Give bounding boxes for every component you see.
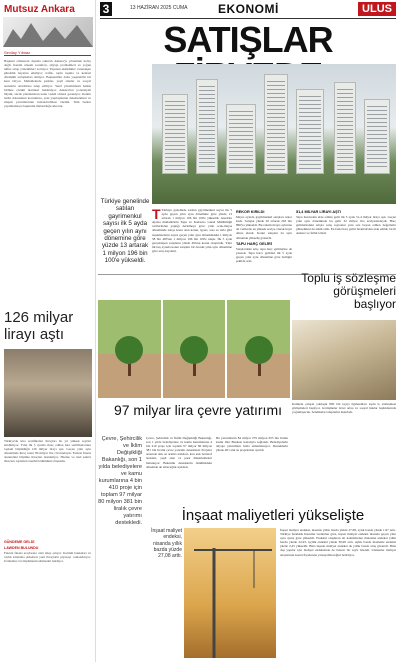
insaat-teaser: İnşaat maliyet endeksi, nisanda yıllık bazda yüzde 27,08 arttı. bbox=[151, 528, 182, 560]
column-illustration bbox=[3, 17, 93, 47]
building bbox=[334, 82, 356, 174]
main-headline: SATIŞLAR bbox=[163, 19, 333, 60]
skyline-icon bbox=[3, 17, 93, 47]
page-header bbox=[100, 2, 396, 16]
cevre-text: Çevre, Şehircilik ve İklim Değişikliği Bakanlığı, son 1 yılda belediyelere ve kamu kurumlarına 4 bin 410 proje için toplam 97 milyar 80 milyon 381 bin liralık çevre yatırımı destekledi. Projeler arasında atık su arıtma tesisleri, katı atık bertaraf tesisleri, yeşil alan ve park düzenlemeleri bulunuyor. Bakanlık desteklerin önümüzdeki dönemde de süreceğini açıkladı. bbox=[146, 436, 212, 469]
column-author: Sevilay Yılmaz bbox=[4, 50, 91, 56]
insaat-text: İnşaat maliyet endeksi, nisanda yıllık bazda yüzde 27,08, aylık bazda yüzde 1,97 arttı. Türkiye İstatistik Kurumu verilerine göre, inşaat maliyet endeksi nisanda geçen yılın aynı ayına göre yükseldi. Endeksi oluşturan alt kalemlerden malzeme endeksi yıllık bazda yüzde 22,93, işçilik endeksi yüzde 36,99 arttı. Aylık bazda malzeme endeksi yüzde 2,45 yükseldi. Bina inşaatı maliyet endeksi de yıllık bazda artış gösterdi. Bina dışı yapılar için maliyet endeksinde de benzer bir seyir izlendi. Uzmanlar maliyet artışlarının konut fiyatlarına yansıyabileceğini belirtiyor. bbox=[280, 528, 396, 557]
building bbox=[196, 79, 218, 174]
toplu-text: Kamuda çalışan yaklaşık 800 bin işçiyi ilgilendiren toplu iş sözleşmesi görüşmeleri başlıyor. Görüşmeler ücret artışı ve sosyal haklar başlıklarında yoğunlaşacak. Sendikalar taleplerini hazırladı. bbox=[292, 402, 396, 415]
left-column bbox=[0, 0, 96, 662]
insaat-headline: İnşaat maliyetleri yükselişte bbox=[181, 507, 365, 524]
city-photo bbox=[152, 64, 396, 204]
toplu-headline: Toplu iş sözleşme görüşmeleri başlıyor bbox=[301, 271, 396, 311]
left-story-headline: 126 milyar lirayı aştı bbox=[4, 309, 74, 343]
tree-photo bbox=[163, 300, 226, 398]
main-teaser: Türkiye genelinde satılan gayrimenkul sayısı ilk 5 ayda geçen yılın aynı dönemine göre yüzde 13 artarak 1 milyon 196 bin 100'e yükseldi. bbox=[100, 198, 150, 265]
subhead-milyar: 51,4 MİLYAR LİRAYI AŞTI bbox=[296, 210, 342, 214]
left-story-subhead: GÜNDEME GELDİ bbox=[4, 540, 35, 544]
left-story-text: Türkiye'de kira sertifikaları ihraçları bu yıl yüksek seyrini sürdürüyor. Yılın ilk 5 ayında ihraç edilen kira sertifikalarının toplam büyüklüğü 126 milyar lirayı aştı. Geçen yılın aynı döneminde ihraç tutarı 80 milyar lira civarındaydı. Faizsiz finans alanındaki büyüme ihraçları destekliyor. Hazine ve özel sektör ihraçları toplamın önemli bölümünü oluşturdu. bbox=[4, 439, 91, 464]
subhead-tapu: TAPU HARÇ GELİRİ bbox=[236, 241, 272, 246]
page-number: 3 bbox=[100, 2, 112, 16]
building bbox=[296, 89, 324, 174]
subhead-rekor: REKOR KIRILDI bbox=[236, 210, 265, 214]
left-story-text-2: Faizsiz finans araçlarına olan talep artıyor. Katılım bankaları ve varlık kiralama şirketleri yeni ihraçlarla piyasayı canlandırıyor. Uzmanlar, bu büyümenin sürmesini bekliyor. bbox=[4, 551, 91, 564]
tree-photo bbox=[98, 300, 161, 398]
issue-date: 13 HAZİRAN 2025 CUMA bbox=[130, 5, 188, 11]
cevre-headline: 97 milyar lira çevre yatırımı bbox=[113, 402, 283, 418]
column-title: Mutsuz Ankara bbox=[4, 4, 75, 15]
section-title: EKONOMİ bbox=[218, 2, 279, 16]
main-body-1: T Türkiye genelinde satılan gayrimenkul sayısı ilk 5 ayda geçen yılın aynı dönemine göre yüzde 13 artarak 1 milyon 196 bin 100'e yükseldi. Anadolu Ajansı muhabirinin Tapu ve Kadastro Genel Müdürlüğü verilerinden yaptığı derlemeye göre, yılın ocak-mayıs döneminde satışa konu olan konut, işyeri, arsa ve tarla gibi taşınmazların sayısı geçen yılın aynı dönemindeki 1 milyon 58 bin 485'ten 1 milyon 196 bin 100'e ulaştı. İlk 5 ayda gerçekleşen satışların yüzde 49'unu konut oluşturdu. Yılın ilk beş ayında konut satışları bir önceki yılın aynı dönemine göre artış kaydetti. bbox=[152, 208, 232, 253]
toplu-photo bbox=[292, 320, 396, 400]
column-text: Başkent olmasının dışında sıkıntılı Ankara'yı yönetmek kolay değil. Kentin ulaşım sorunları, altyapı problemleri ve yoğun nüfus artışı yönetimleri zorluyor. Yaşanan eksiklikler vatandaşın gündelik hayatını etkiliyor; trafik, toplu taşıma ve kentsel dönüşüm tartışmaları sürüyor. Başkentliler daha yaşanabilir bir kent istiyor. Mahallelerde parklar, yeşil alanlar ve sosyal tesislerin artırılması talep ediliyor. Yerel yönetimlerin halkla birlikte çözüm üretmesi bekleniyor. Ankara'nın potansiyeli büyük, ancak planlamanın uzun vadeli olması gerekiyor. Kentin tarihi dokusunun korunması, yeni yapılaşmanın denetlenmesi ve ulaşım yatırımlarının hızlandırılması önemli. Tüm bunlar yapılmadıkça başkentin mutsuzluğu sürecek. bbox=[4, 59, 91, 109]
drop-cap: T bbox=[152, 208, 161, 222]
building bbox=[162, 94, 188, 174]
newspaper-logo: ULUS bbox=[358, 2, 396, 16]
tree-photos bbox=[98, 300, 290, 398]
cevre-teaser: Çevre, Şehircilik ve İklim Değişikliği Bakanlığı, son 1 yılda belediyelere ve kamu kurumlarına 4 bin 410 proje için toplam 97 milyar 80 milyon 381 bin liralık çevre yatırımı destekledi. bbox=[98, 436, 142, 526]
main-body-3: 51,4 MİLYAR LİRAYI AŞTI Tapu harcından elde edilen gelir ilk 5 ayda 51,4 milyar lirayı aştı. Geçen yılın aynı döneminde bu gelir 32 milyar lira seviyesindeydi. Harç gelirlerindeki artışta satış sayısının yanı sıra beyan edilen değerlerin yükselmesi de etkili oldu. En fazla harç geliri İstanbul'dan elde edildi, bu ili Ankara ve İzmir izledi. bbox=[296, 210, 396, 236]
construction-photo bbox=[184, 528, 276, 658]
left-story-photo bbox=[4, 349, 92, 437]
crane-icon bbox=[184, 528, 276, 658]
tree-photo bbox=[227, 300, 290, 398]
building bbox=[264, 74, 288, 174]
building bbox=[364, 99, 390, 174]
main-body-2: REKOR KIRILDI Mayıs ayında gayrimenkul satışları rekor kırdı. Satışlar yüzde 20 artarak 263 bin 896'ya yükseldi. Bu rakam mayıs aylarına ait verilerde en yüksek seviye olarak kayıt altına alındı. Konut satışları da aynı dönemde yükseliş gösterdi. TAPU HARÇ GELİRİ Satışlardaki artış tapu harç gelirlerine de yansıdı. Tapu harcı gelirleri ilk 5 ayda geçen yılın aynı dönemine göre belirgin şekilde arttı. bbox=[236, 210, 292, 264]
cevre-text-2: Bu yatırımların 84 milyar 279 milyon 655 bin liralık kısmı iller Bankası kanalıyla sağlandı. Belediyelerin altyapı yatırımları hızla tamamlanıyor. Desteklerin yüzde 40'ı atık su projelerine ayrıldı. bbox=[216, 436, 288, 453]
building bbox=[226, 104, 256, 174]
left-story-subhead-2: LAWDEN BULUNDU bbox=[4, 546, 39, 550]
